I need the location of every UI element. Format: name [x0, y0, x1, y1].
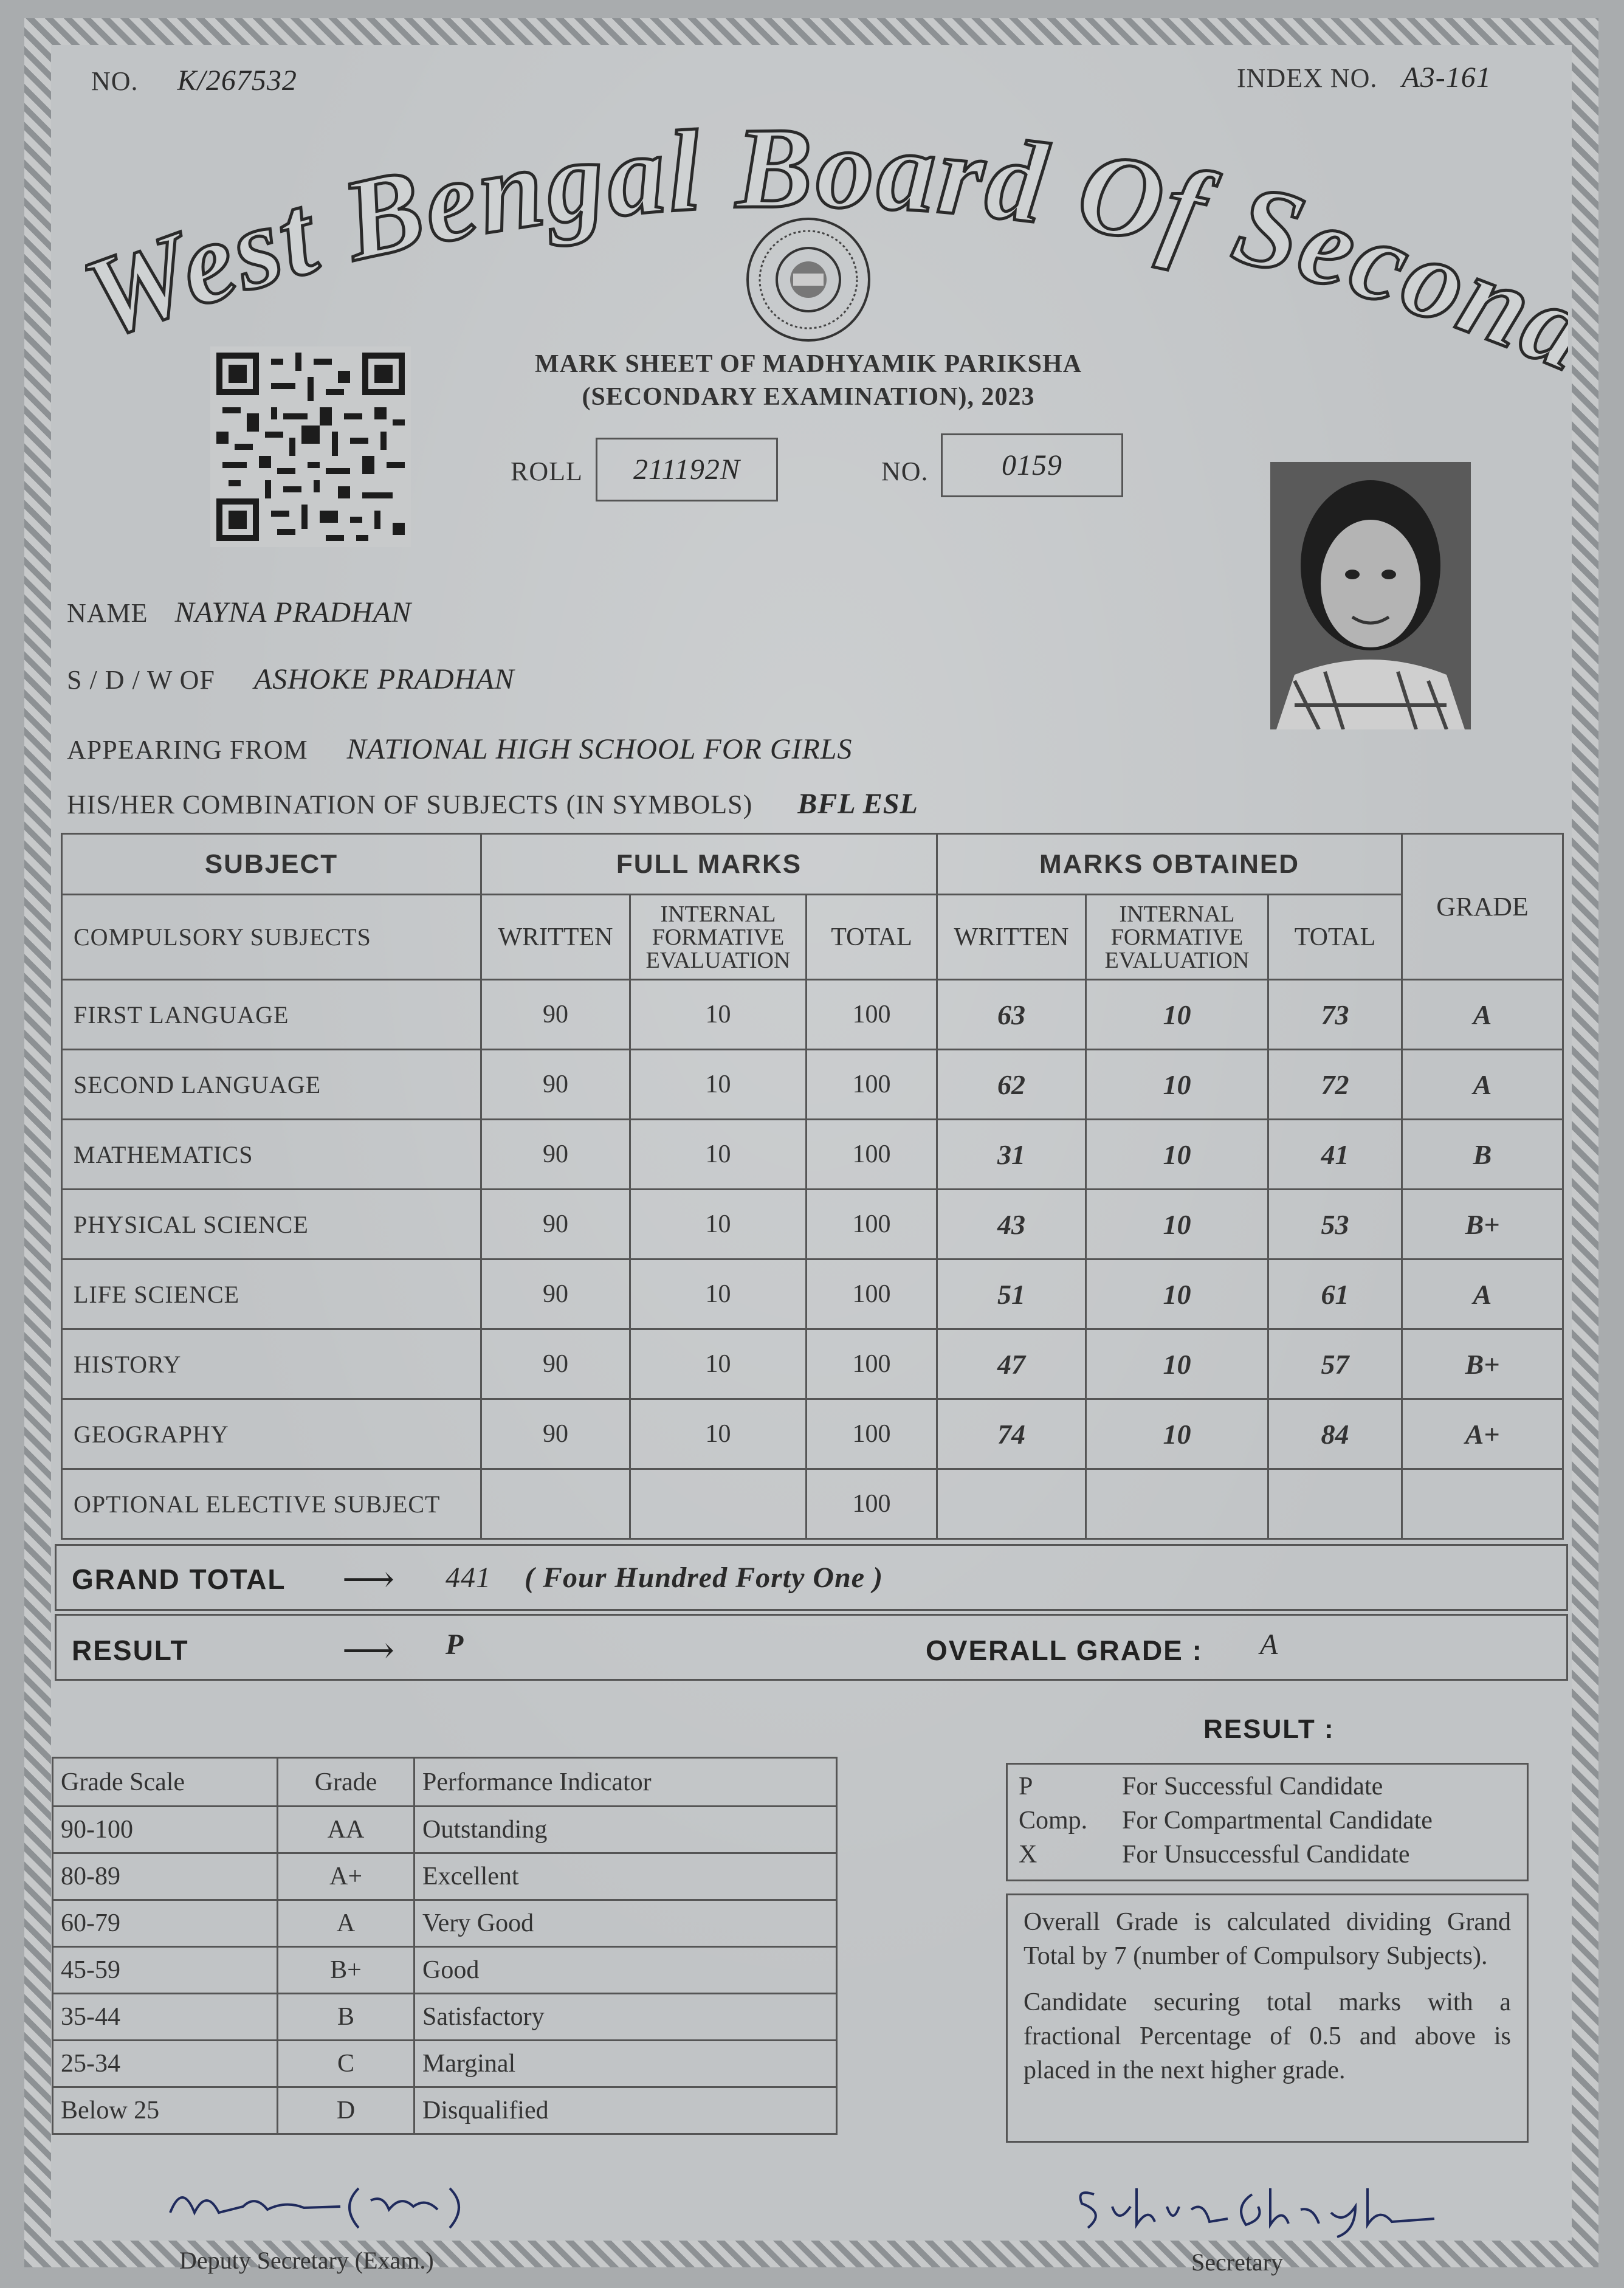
full-written-cell: 90	[481, 1190, 630, 1259]
full-total-cell: 100	[807, 1469, 937, 1539]
table-row	[53, 1807, 837, 1853]
obtained-internal-cell: 10	[1086, 1190, 1268, 1259]
full-internal-cell: 10	[630, 980, 807, 1050]
roll-no-value: 0159	[1002, 449, 1062, 481]
obtained-internal-cell: 10	[1086, 1120, 1268, 1190]
grade-scale-header	[53, 1758, 837, 1807]
board-seal-icon	[745, 216, 872, 343]
obtained-internal-cell: 10	[1086, 1399, 1268, 1469]
full-internal-cell: 10	[630, 1190, 807, 1259]
subject-cell: FIRST LANGUAGE	[62, 980, 481, 1050]
full-written-cell	[481, 1469, 630, 1539]
overall-grade-label: OVERALL GRADE :	[926, 1635, 1203, 1666]
header-obt-internal: INTERNAL FORMATIVE EVALUATION	[1086, 895, 1268, 980]
index-number	[1237, 61, 1492, 94]
table-row	[62, 1399, 1563, 1469]
subject-cell: PHYSICAL SCIENCE	[62, 1190, 481, 1259]
header-obt-total: TOTAL	[1268, 895, 1402, 980]
grade-letter-cell: B+	[278, 1947, 415, 1994]
subject-cell: LIFE SCIENCE	[62, 1259, 481, 1329]
roll-value: 211192N	[633, 453, 740, 486]
grade-letter-cell: AA	[278, 1807, 415, 1853]
roll-value-box	[596, 438, 778, 501]
parent-value: ASHOKE PRADHAN	[253, 663, 515, 695]
result-label: RESULT	[72, 1635, 189, 1666]
qr-code-icon	[210, 346, 411, 547]
exam-title-line2: (SECONDARY EXAMINATION), 2023	[582, 383, 1035, 411]
obtained-written-cell: 51	[937, 1259, 1086, 1329]
result-legend	[1006, 1763, 1529, 1881]
grade-letter-cell: A+	[278, 1853, 415, 1900]
grand-total-value: 441	[446, 1562, 491, 1594]
deputy-secretary-title: Deputy Secretary (Exam.)	[179, 2247, 434, 2274]
note-fraction: Candidate securing total marks with a fractional Percentage of 0.5 and above is placed in the next higher grade.	[1024, 1988, 1511, 2084]
obtained-written-cell	[937, 1469, 1086, 1539]
table-row	[62, 980, 1563, 1050]
serial-number	[91, 64, 297, 97]
full-internal-cell: 10	[630, 1120, 807, 1190]
grade-range-cell: 60-79	[53, 1900, 278, 1947]
full-total-cell: 100	[807, 1399, 937, 1469]
obtained-total-cell: 72	[1268, 1050, 1402, 1120]
grade-cell: B	[1402, 1120, 1563, 1190]
obtained-total-cell: 57	[1268, 1329, 1402, 1399]
subject-cell: GEOGRAPHY	[62, 1399, 481, 1469]
candidate-photo	[1270, 462, 1471, 729]
result-row	[55, 1614, 1568, 1681]
full-internal-cell: 10	[630, 1050, 807, 1120]
obtained-written-cell: 31	[937, 1120, 1086, 1190]
grade-notes	[1006, 1893, 1529, 2143]
table-row	[62, 1469, 1563, 1539]
board-title-text: est Bengal Board Of Secon	[162, 109, 1552, 374]
obtained-written-cell: 43	[937, 1190, 1086, 1259]
table-row	[53, 1853, 837, 1900]
obtained-written-cell: 47	[937, 1329, 1086, 1399]
grade-letter-cell: C	[278, 2041, 415, 2087]
name-value: NAYNA PRADHAN	[174, 596, 412, 629]
obtained-total-cell: 41	[1268, 1120, 1402, 1190]
header-obt-written: WRITTEN	[937, 895, 1086, 980]
grade-range-cell: 35-44	[53, 1994, 278, 2041]
header-subject: SUBJECT	[62, 834, 481, 895]
performance-cell: Outstanding	[415, 1807, 837, 1853]
full-total-cell: 100	[807, 1259, 937, 1329]
arrow-right-icon: ⟶	[342, 1630, 395, 1670]
legend-code: X	[1019, 1841, 1037, 1869]
grade-range-cell: 45-59	[53, 1947, 278, 1994]
grade-letter-cell: B	[278, 1994, 415, 2041]
subject-cell: MATHEMATICS	[62, 1120, 481, 1190]
obtained-internal-cell: 10	[1086, 1329, 1268, 1399]
grade-range-cell: 90-100	[53, 1807, 278, 1853]
grand-total-row	[55, 1544, 1568, 1611]
grade-letter-cell: A	[278, 1900, 415, 1947]
serial-number-label: NO.	[91, 66, 139, 96]
full-written-cell: 90	[481, 1329, 630, 1399]
name-row	[67, 596, 411, 629]
legend-item	[1019, 1769, 1516, 1804]
grade-cell	[1402, 1469, 1563, 1539]
exam-title	[511, 350, 1106, 412]
legend-text: For Successful Candidate	[1122, 1773, 1383, 1800]
legend-item	[1019, 1804, 1516, 1838]
performance-cell: Satisfactory	[415, 1994, 837, 2041]
grade-cell: A	[1402, 1259, 1563, 1329]
exam-title-line1: MARK SHEET OF MADHYAMIK PARIKSHA	[534, 350, 1082, 378]
full-written-cell: 90	[481, 1259, 630, 1329]
subject-cell: HISTORY	[62, 1329, 481, 1399]
legend-item	[1019, 1838, 1516, 1872]
header-full-marks: FULL MARKS	[481, 834, 937, 895]
legend-text: For Compartmental Candidate	[1122, 1807, 1433, 1835]
grade-range-cell: 25-34	[53, 2041, 278, 2087]
combination-row	[67, 787, 918, 821]
performance-cell: Disqualified	[415, 2087, 837, 2134]
grade-scale-header-cell: Grade	[278, 1758, 415, 1807]
appearing-row	[67, 732, 852, 766]
table-row	[53, 2041, 837, 2087]
secretary-signature	[1070, 2170, 1459, 2243]
subject-cell: SECOND LANGUAGE	[62, 1050, 481, 1120]
obtained-internal-cell: 10	[1086, 980, 1268, 1050]
grade-cell: A+	[1402, 1399, 1563, 1469]
obtained-written-cell: 74	[937, 1399, 1086, 1469]
marks-table	[61, 833, 1564, 1540]
table-row	[53, 1994, 837, 2041]
subject-cell: OPTIONAL ELECTIVE SUBJECT	[62, 1469, 481, 1539]
header-full-total: TOTAL	[807, 895, 937, 980]
deputy-secretary-signature	[158, 2170, 498, 2237]
performance-cell: Very Good	[415, 1900, 837, 1947]
secretary-title: Secretary	[1191, 2248, 1284, 2276]
grade-cell: A	[1402, 1050, 1563, 1120]
table-row	[62, 1329, 1563, 1399]
header-full-internal: INTERNAL FORMATIVE EVALUATION	[630, 895, 807, 980]
grade-scale-table	[52, 1757, 838, 2135]
result-value: P	[446, 1628, 464, 1661]
name-label: NAME	[67, 598, 148, 628]
performance-cell: Excellent	[415, 1853, 837, 1900]
full-internal-cell	[630, 1469, 807, 1539]
obtained-total-cell: 84	[1268, 1399, 1402, 1469]
obtained-internal-cell	[1086, 1469, 1268, 1539]
full-total-cell: 100	[807, 1190, 937, 1259]
parent-row	[67, 663, 515, 696]
table-row	[62, 1050, 1563, 1120]
grade-scale-header-cell: Performance Indicator	[415, 1758, 837, 1807]
index-number-label: INDEX NO.	[1237, 63, 1378, 93]
obtained-internal-cell: 10	[1086, 1050, 1268, 1120]
full-internal-cell: 10	[630, 1259, 807, 1329]
full-total-cell: 100	[807, 1329, 937, 1399]
full-total-cell: 100	[807, 1120, 937, 1190]
grade-cell: A	[1402, 980, 1563, 1050]
grand-total-label: GRAND TOTAL	[72, 1563, 286, 1595]
note-overall: Overall Grade is calculated dividing Grand Total by 7 (number of Compulsory Subjects).	[1024, 1908, 1511, 1970]
obtained-total-cell: 73	[1268, 980, 1402, 1050]
full-written-cell: 90	[481, 980, 630, 1050]
table-row	[53, 1947, 837, 1994]
full-written-cell: 90	[481, 1399, 630, 1469]
full-internal-cell: 10	[630, 1399, 807, 1469]
header-compulsory: COMPULSORY SUBJECTS	[62, 895, 481, 980]
appearing-value: NATIONAL HIGH SCHOOL FOR GIRLS	[346, 733, 853, 765]
obtained-total-cell	[1268, 1469, 1402, 1539]
index-number-value: A3-161	[1402, 61, 1492, 94]
obtained-internal-cell: 10	[1086, 1259, 1268, 1329]
full-internal-cell: 10	[630, 1329, 807, 1399]
table-row	[62, 1259, 1563, 1329]
roll-no-value-box	[941, 433, 1123, 497]
grade-scale-header-cell: Grade Scale	[53, 1758, 278, 1807]
performance-cell: Marginal	[415, 2041, 837, 2087]
grand-total-words: ( Four Hundred Forty One )	[525, 1562, 884, 1594]
full-total-cell: 100	[807, 980, 937, 1050]
header-full-written: WRITTEN	[481, 895, 630, 980]
combination-value: BFL ESL	[797, 788, 918, 820]
legend-text: For Unsuccessful Candidate	[1122, 1841, 1410, 1869]
parent-label: S / D / W OF	[67, 665, 215, 695]
serial-number-value: K/267532	[177, 64, 297, 97]
obtained-total-cell: 61	[1268, 1259, 1402, 1329]
grade-letter-cell: D	[278, 2087, 415, 2134]
table-row	[62, 1190, 1563, 1259]
full-total-cell: 100	[807, 1050, 937, 1120]
table-row	[53, 2087, 837, 2134]
full-written-cell: 90	[481, 1050, 630, 1120]
header-marks-obtained: MARKS OBTAINED	[937, 834, 1402, 895]
full-written-cell: 90	[481, 1120, 630, 1190]
header-grade: GRADE	[1402, 834, 1563, 980]
grade-range-cell: 80-89	[53, 1853, 278, 1900]
legend-code: P	[1019, 1773, 1033, 1800]
result-legend-title: RESULT :	[1203, 1714, 1335, 1744]
grade-cell: B+	[1402, 1190, 1563, 1259]
roll-label: ROLL	[511, 457, 583, 486]
arrow-right-icon: ⟶	[342, 1559, 395, 1599]
grade-cell: B+	[1402, 1329, 1563, 1399]
obtained-written-cell: 63	[937, 980, 1086, 1050]
grade-range-cell: Below 25	[53, 2087, 278, 2134]
obtained-written-cell: 62	[937, 1050, 1086, 1120]
roll-no-label: NO.	[881, 457, 929, 486]
marksheet	[24, 18, 1598, 2276]
legend-code: Comp.	[1019, 1807, 1088, 1835]
combination-label: HIS/HER COMBINATION OF SUBJECTS (IN SYMBOLS)	[67, 790, 753, 819]
table-row	[53, 1900, 837, 1947]
appearing-label: APPEARING FROM	[67, 735, 308, 765]
performance-cell: Good	[415, 1947, 837, 1994]
table-row	[62, 1120, 1563, 1190]
obtained-total-cell: 53	[1268, 1190, 1402, 1259]
overall-grade-value: A	[1260, 1628, 1279, 1661]
